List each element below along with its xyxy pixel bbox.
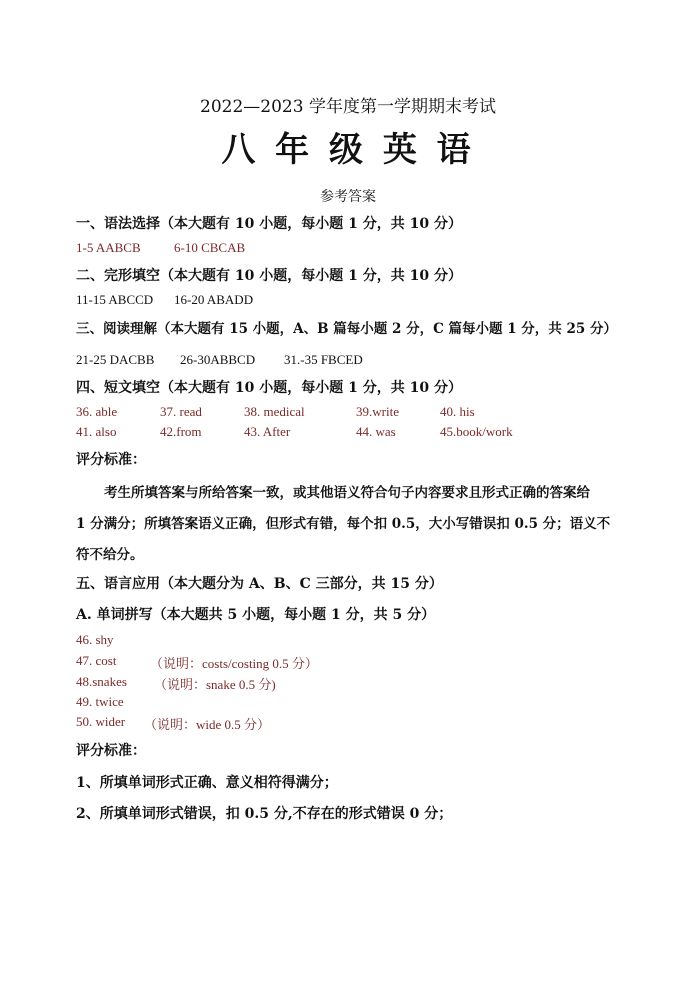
- section5-answer-48: 48.snakes: [76, 674, 127, 689]
- section5-sub-a-heading: A. 单词拼写（本大题共 5 小题，每小题 1 分，共 5 分）: [76, 607, 436, 623]
- section5-criteria-2: 2、所填单词形式错误，扣 0.5 分,不存在的形式错误 0 分；: [76, 806, 453, 822]
- section3-answers-a: 21-25 DACBB: [76, 352, 155, 367]
- section4-answer-44: 44. was: [356, 424, 396, 439]
- section4-answer-43: 43. After: [244, 424, 291, 439]
- section4-answer-36: 36. able: [76, 404, 118, 419]
- section4-answer-39: 39.write: [356, 404, 399, 419]
- section5-note-50: （说明：wide 0.5 分）: [144, 717, 271, 732]
- subject-title: 八 年 级 英 语: [221, 130, 475, 170]
- section4-criteria-label: 评分标准：: [76, 452, 146, 468]
- section4-answer-40: 40. his: [440, 404, 475, 419]
- section4-answer-45: 45.book/work: [440, 424, 513, 439]
- section5-answer-47: 47. cost: [76, 653, 117, 668]
- section2-answers-a: 11-15 ABCCD: [76, 292, 154, 307]
- section1-answers-a: 1-5 AABCB: [76, 240, 141, 255]
- section4-criteria-line1: 考生所填答案与所给答案一致，或其他语义符合句子内容要求且形式正确的答案给: [104, 485, 590, 501]
- section5-criteria-label: 评分标准：: [76, 743, 146, 759]
- section5-answer-46: 46. shy: [76, 632, 114, 647]
- section5-heading: 五、语言应用（本大题分为 A、B、C 三部分，共 15 分）: [76, 576, 443, 592]
- section5-note-47: （说明：costs/costing 0.5 分）: [150, 656, 318, 671]
- section4-heading: 四、短文填空（本大题有 10 小题，每小题 1 分，共 10 分）: [76, 380, 462, 396]
- section1-heading: 一、语法选择（本大题有 10 小题，每小题 1 分，共 10 分）: [76, 216, 462, 232]
- section3-answers-b: 26-30ABBCD: [180, 352, 256, 367]
- section5-note-48: （说明：snake 0.5 分): [154, 677, 276, 692]
- section4-answer-41: 41. also: [76, 424, 117, 439]
- section5-answer-50: 50. wider: [76, 714, 126, 729]
- section2-answers-b: 16-20 ABADD: [174, 292, 254, 307]
- section4-criteria-line2: 1 分满分；所填答案语义正确，但形式有错，每个扣 0.5，大小写错误扣 0.5 分；语义不: [76, 516, 611, 532]
- section2-heading: 二、完形填空（本大题有 10 小题，每小题 1 分，共 10 分）: [76, 268, 462, 284]
- section4-answer-37: 37. read: [160, 404, 202, 419]
- section3-heading: 三、阅读理解（本大题有 15 小题，A、B 篇每小题 2 分，C 篇每小题 1 分，共 25 分）: [76, 321, 617, 337]
- section1-answers-b: 6-10 CBCAB: [174, 240, 246, 255]
- section4-criteria-line3: 符不给分。: [76, 547, 144, 563]
- exam-year-title: 2022—2023 学年度第一学期期末考试: [200, 97, 496, 117]
- section5-criteria-1: 1、所填单词形式正确、意义相符得满分；: [76, 775, 338, 791]
- section3-answers-c: 31.-35 FBCED: [284, 352, 363, 367]
- section5-answer-49: 49. twice: [76, 694, 124, 709]
- section4-answer-38: 38. medical: [244, 404, 305, 419]
- answer-key-subtitle: 参考答案: [320, 189, 376, 205]
- section4-answer-42: 42.from: [160, 424, 202, 439]
